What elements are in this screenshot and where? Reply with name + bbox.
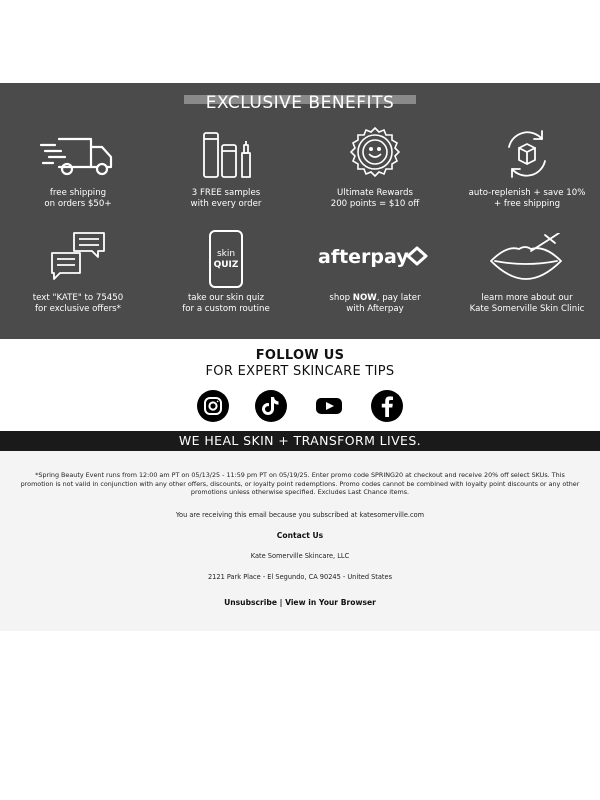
phone-quiz-icon [151, 229, 301, 289]
benefit-label: learn more about our Kate Somerville Skin Clinic [469, 293, 585, 314]
footer-links [0, 598, 600, 607]
view-in-browser-link[interactable]: View in Your Browser [285, 598, 376, 607]
benefit-auto-replenish[interactable] [452, 131, 600, 211]
company-name: Kate Somerville Skincare, LLC [250, 552, 350, 560]
afterpay-logo-icon [300, 241, 450, 271]
benefit-label: shop NOW, pay later with Afterpay [329, 293, 421, 314]
benefit-label: free shipping on orders $50+ [44, 188, 112, 209]
youtube-icon[interactable] [313, 390, 345, 422]
benefits-section [0, 83, 600, 339]
svg-text:afterpay: afterpay [318, 246, 409, 268]
chat-bubbles-icon [3, 229, 153, 283]
link-separator: | [279, 598, 283, 607]
benefit-label: text "KATE" to 75450 for exclusive offers* [32, 293, 124, 314]
auto-replenish-icon [452, 127, 600, 181]
svg-text:QUIZ: QUIZ [213, 260, 239, 270]
benefit-afterpay[interactable] [300, 229, 450, 319]
mission-bar [0, 431, 600, 451]
benefit-label: auto-replenish + save 10% + free shipping [468, 188, 586, 209]
follow-section [0, 348, 600, 380]
footer [0, 451, 600, 631]
svg-text:skin: skin [216, 249, 236, 259]
benefit-label: Ultimate Rewards 200 points = $10 off [330, 188, 420, 209]
product-samples-icon [151, 131, 301, 181]
benefits-title: EXCLUSIVE BENEFITS [205, 93, 395, 113]
benefit-label: take our skin quiz for a custom routine [182, 293, 270, 314]
lips-syringe-icon [452, 233, 600, 283]
benefit-skin-quiz[interactable] [151, 229, 301, 319]
subscription-notice: You are receiving this email because you subscribed at katesomerville.com [175, 511, 425, 519]
follow-title: FOLLOW US [255, 348, 345, 363]
company-address: 2121 Park Place - El Segundo, CA 90245 - United States [207, 573, 393, 581]
benefit-free-samples[interactable] [151, 131, 301, 211]
promo-disclaimer: *Spring Beauty Event runs from 12:00 am PT on 05/13/25 - 11:59 pm PT on 05/19/25. Enter promo code SPRING20 at checkout and receive 20% off select SKUs. This promotion is not valid in conjunction with any other offers, discounts, or loyalty point redemptions. Promo codes cannot be combined with loyalty point discounts or any other promotions unless otherwise specified. Excludes Last Chance items. [20, 471, 580, 497]
facebook-icon[interactable] [371, 390, 403, 422]
contact-us-link[interactable]: Contact Us [276, 531, 324, 540]
benefit-skin-clinic[interactable] [452, 229, 600, 319]
contact-us-link-wrap [0, 531, 600, 540]
benefit-ultimate-rewards[interactable] [300, 131, 450, 211]
delivery-truck-icon [3, 135, 153, 179]
follow-subtitle: FOR EXPERT SKINCARE TIPS [205, 364, 395, 379]
mission-text: WE HEAL SKIN + TRANSFORM LIVES. [178, 433, 422, 448]
benefit-label: 3 FREE samples with every order [190, 188, 262, 209]
rewards-badge-icon [300, 125, 450, 183]
instagram-icon[interactable] [197, 390, 229, 422]
unsubscribe-link[interactable]: Unsubscribe [224, 598, 277, 607]
tiktok-icon[interactable] [255, 390, 287, 422]
benefits-title-wrap [0, 92, 600, 114]
benefit-text-offers[interactable] [3, 229, 153, 319]
benefit-free-shipping[interactable] [3, 131, 153, 211]
